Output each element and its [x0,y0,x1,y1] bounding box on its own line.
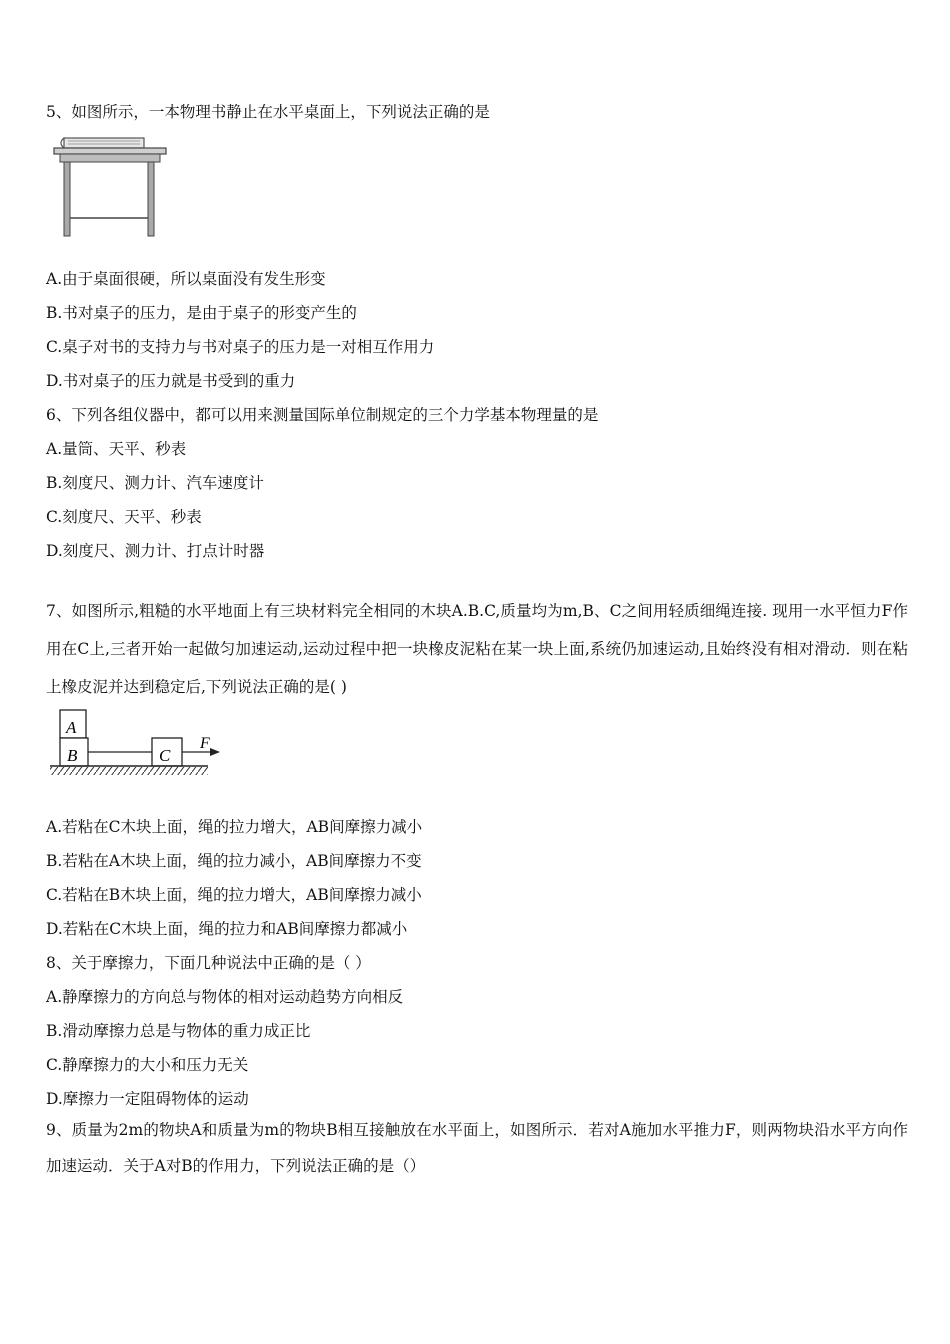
label-b: B [67,746,78,765]
q7-stem: 7、如图所示,粗糙的水平地面上有三块材料完全相同的木块A.B.C,质量均为m,B、C之间用轻质细绳连接. 现用一水平恒力F作用在C上,三者开始一起做匀加速运动,运动过程中把一块橡皮泥粘在某一块上面,系统仍加速运动,且始终没有相对滑动．则在粘上橡皮泥并达到稳定后,下列说法正确的是( ) [46,602,908,696]
q9-stem: 9、质量为2m的物块A和质量为m的物块B相互接触放在水平面上，如图所示．若对A施加水平推力F，则两物块沿水平方向作加速运动．关于A对B的作用力，下列说法正确的是（） [46,1121,908,1175]
q8-option-c: C.静摩擦力的大小和压力无关 [46,1056,249,1074]
table-with-book-figure [52,134,172,240]
q6-option-a: A.量筒、天平、秒表 [46,440,187,458]
q6-option-d: D.刻度尺、测力计、打点计时器 [46,542,265,560]
q5-option-b: B.书对桌子的压力，是由于桌子的形变产生的 [46,304,357,322]
blocks-abc-figure [48,708,228,780]
q8-option-a: A.静摩擦力的方向总与物体的相对运动趋势方向相反 [46,988,404,1006]
q7-option-b: B.若粘在A木块上面，绳的拉力减小，AB间摩擦力不变 [46,852,422,870]
label-c: C [159,746,171,765]
ground-hatch [50,767,208,775]
q5-option-d: D.书对桌子的压力就是书受到的重力 [46,372,296,390]
q5-stem: 5、如图所示，一本物理书静止在水平桌面上，下列说法正确的是 [46,103,490,121]
label-a: A [66,718,77,737]
q7-option-d: D.若粘在C木块上面，绳的拉力和AB间摩擦力都减小 [46,920,408,938]
q6-option-c: C.刻度尺、天平、秒表 [46,508,202,526]
q8-option-b: B.滑动摩擦力总是与物体的重力成正比 [46,1022,311,1040]
q8-option-d: D.摩擦力一定阻碍物体的运动 [46,1090,249,1108]
q5-option-c: C.桌子对书的支持力与书对桌子的压力是一对相互作用力 [46,338,435,356]
q5-option-a: A.由于桌面很硬，所以桌面没有发生形变 [46,270,326,288]
q7-option-a: A.若粘在C木块上面，绳的拉力增大，AB间摩擦力减小 [46,818,423,836]
q7-option-c: C.若粘在B木块上面，绳的拉力增大，AB间摩擦力减小 [46,886,422,904]
q6-option-b: B.刻度尺、测力计、汽车速度计 [46,474,264,492]
q8-stem: 8、关于摩擦力，下面几种说法中正确的是（ ） [46,954,371,972]
q6-stem: 6、下列各组仪器中，都可以用来测量国际单位制规定的三个力学基本物理量的是 [46,406,599,424]
label-f: F [200,735,210,752]
